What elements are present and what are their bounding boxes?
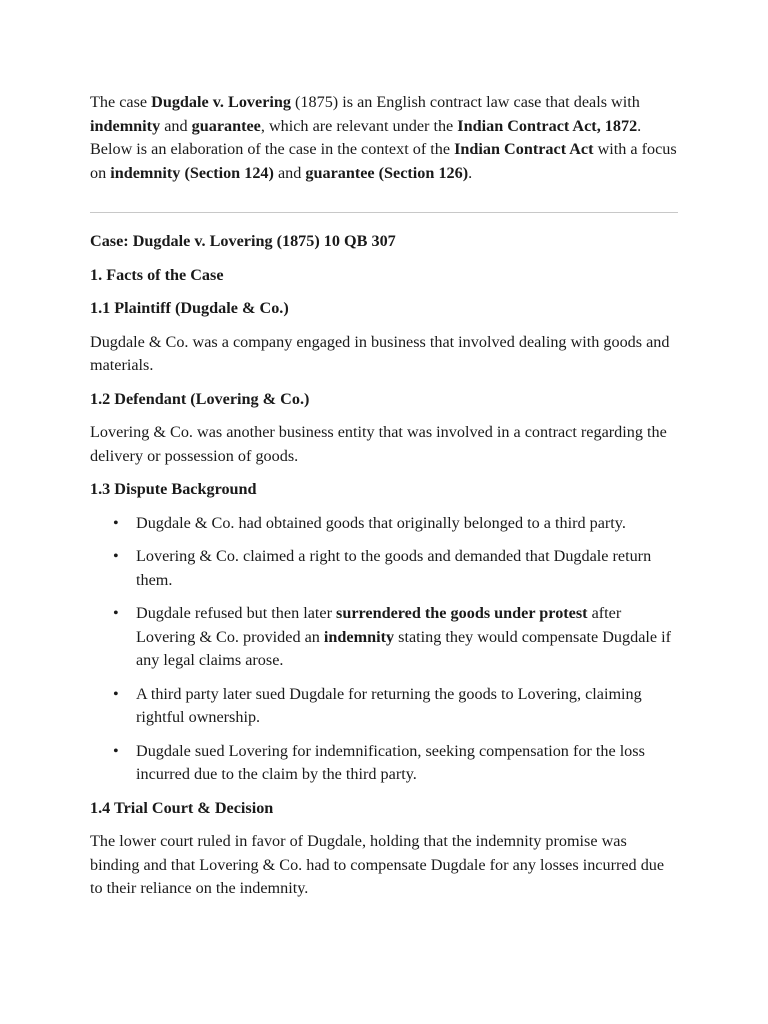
dispute-heading: 1.3 Dispute Background — [90, 480, 257, 498]
trial-text: The lower court ruled in favor of Dugdale, holding that the indemnity promise was binding and that Lovering & Co. had to compensate Dugdale for any losses incurred due to their reliance on the indemnity. — [90, 832, 665, 897]
plaintiff-heading: 1.1 Plaintiff (Dugdale & Co.) — [90, 299, 289, 317]
list-item: • Dugdale & Co. had obtained goods that originally belonged to a third party. — [90, 512, 678, 536]
facts-heading: 1. Facts of the Case — [90, 265, 224, 284]
dispute-list — [90, 512, 678, 787]
defendant-text: Lovering & Co. was another business entity that was involved in a contract regarding the delivery or possession of goods. — [90, 423, 667, 465]
bullet-icon: • — [113, 547, 119, 565]
case-title: Case: Dugdale v. Lovering (1875) 10 QB 307 — [90, 232, 396, 250]
list-item: • Lovering & Co. claimed a right to the goods and demanded that Dugdale return them. — [113, 547, 652, 589]
bullet-icon: • — [113, 604, 119, 622]
defendant-heading: 1.2 Defendant (Lovering & Co.) — [90, 389, 310, 408]
list-item: • Dugdale refused but then later surrendered the goods under protest after Lovering & Co. provided an indemnity stating they would compensate Dugdale if any legal claims arose. — [113, 604, 672, 669]
bullet-icon: • — [113, 741, 119, 760]
list-item: • A third party later sued Dugdale for returning the goods to Lovering, claiming rightful ownership. — [113, 684, 642, 726]
trial-heading: 1.4 Trial Court & Decision — [90, 798, 274, 817]
plaintiff-text: Dugdale & Co. was a company engaged in business that involved dealing with goods and materials. — [90, 332, 670, 374]
case-name: Dugdale v. Lovering — [151, 93, 291, 111]
bullet-icon: • — [113, 513, 119, 532]
intro-paragraph: The case Dugdale v. Lovering (1875) is an English contract law case that deals with indemnity and guarantee, which are relevant under the Indian Contract Act, 1872. Below is an elaboration of the case in the context of the Indian Contract Act with a focus on indemnity (Section 124) and guarantee (Section 126). — [90, 93, 677, 182]
horizontal-divider — [90, 212, 678, 213]
list-item: • Dugdale sued Lovering for indemnification, seeking compensation for the loss incurred due to the claim by the third party. — [113, 741, 645, 783]
bullet-icon: • — [113, 684, 119, 703]
